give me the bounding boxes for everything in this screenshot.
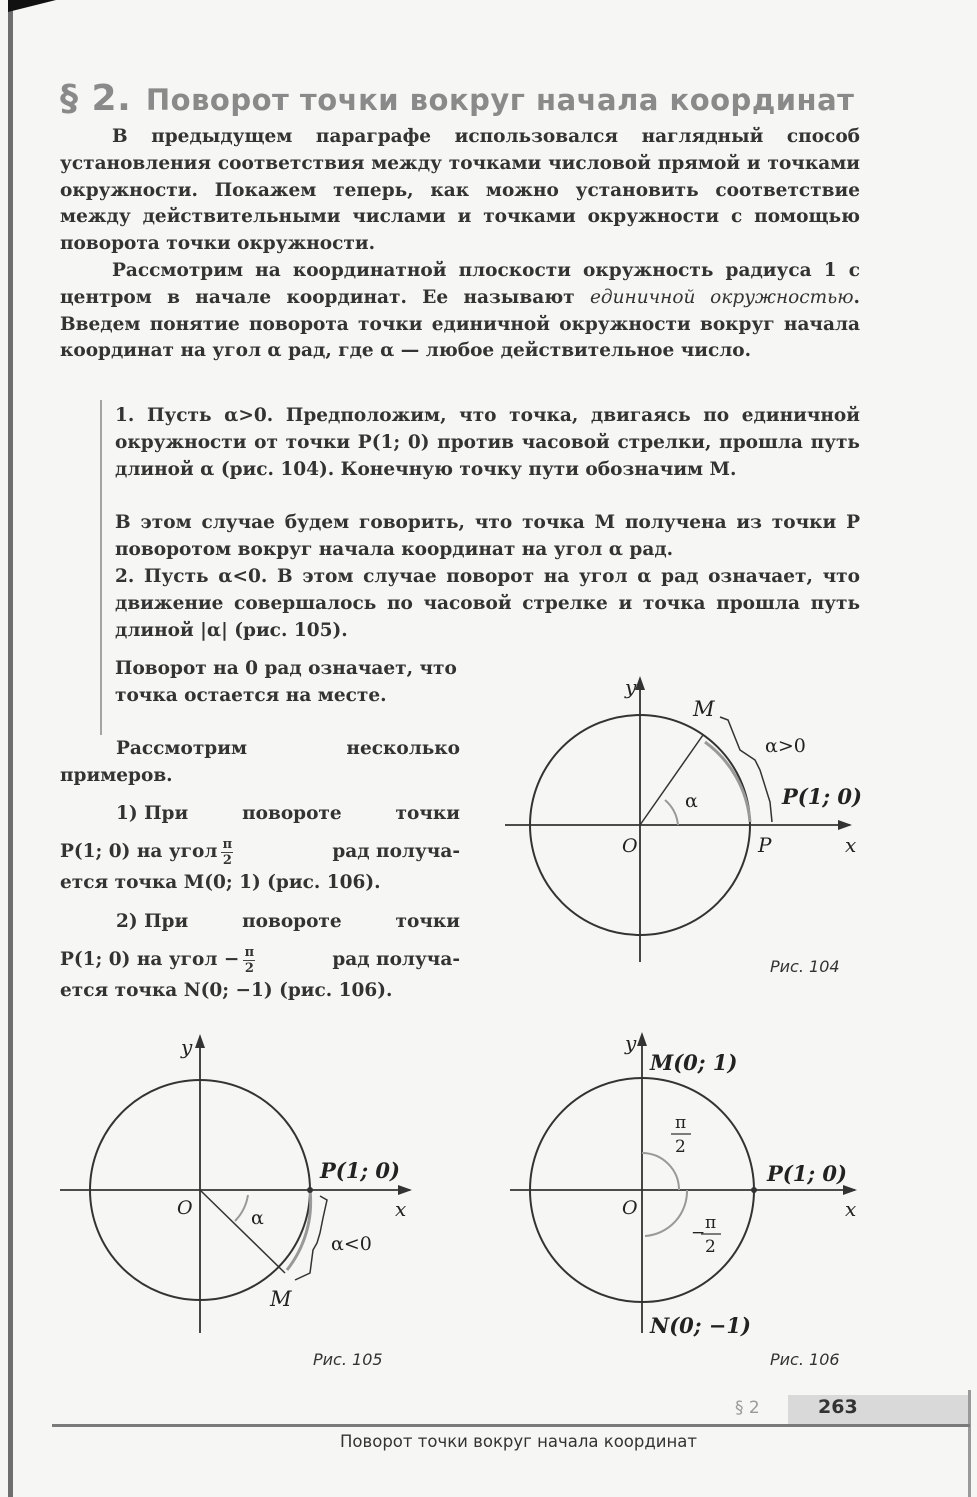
origin-label: O xyxy=(622,1197,638,1219)
angle-label: α xyxy=(685,790,698,812)
pos-angle-num: π xyxy=(675,1113,687,1133)
page-corner xyxy=(8,0,56,12)
x-axis-label: x xyxy=(395,1197,407,1221)
origin-label: O xyxy=(622,835,638,857)
figure-106-caption: Рис. 106 xyxy=(770,1350,840,1369)
term-unit-circle: единичной окружностью xyxy=(589,286,854,308)
page-number: 263 xyxy=(818,1396,858,1418)
definition-case-negative: 2. Пусть α<0. В этом случае поворот на угол α рад означает, что движение совершалось по часовой стрелке и точка прошла путь длиной |α| (рис. 105). xyxy=(115,566,860,641)
point-p-coords: P(1; 0) xyxy=(782,784,862,809)
page-edge-right xyxy=(968,1390,971,1497)
pos-angle-den: 2 xyxy=(675,1137,686,1157)
definition-case-positive: 1. Пусть α>0. Предположим, что точка, двигаясь по единичной окружности от точки P(1; 0) против часовой стрелки, прошла путь длиной α (рис. 104). Конечную точку пути обозначим M. xyxy=(115,405,860,480)
y-axis-label: y xyxy=(181,1035,193,1059)
section-title xyxy=(60,78,860,119)
neg-angle-den: 2 xyxy=(705,1237,716,1257)
figure-104 xyxy=(500,672,870,962)
point-m-label: M xyxy=(270,1287,292,1311)
section-title-text: Поворот точки вокруг начала координат xyxy=(145,83,855,117)
neg-angle-sign: − xyxy=(691,1223,706,1243)
examples-intro: Рассмотрим несколько примеров. xyxy=(60,738,460,786)
point-m-label: M(0; 1) xyxy=(650,1050,738,1075)
figure-106 xyxy=(495,1028,870,1338)
figure-104-caption: Рис. 104 xyxy=(770,957,840,976)
point-n-label: N(0; −1) xyxy=(650,1313,751,1338)
point-p-coords: P(1; 0) xyxy=(320,1158,400,1183)
neg-angle-num: π xyxy=(705,1213,717,1233)
angle-label: α xyxy=(251,1207,264,1229)
origin-label: O xyxy=(177,1197,193,1219)
x-axis-label: x xyxy=(845,833,857,857)
section-number: § 2. xyxy=(60,78,132,119)
page-edge xyxy=(8,0,13,1497)
page-number-box xyxy=(788,1395,968,1425)
arc-label: α>0 xyxy=(765,735,806,757)
paragraph-intro: В предыдущем параграфе использовался наглядный способ установления соответствия между точками числовой прямой и точками окружности. Покажем теперь, как можно установить соответствие между действительными числами и точками окружности с помощью поворота точки окружности. xyxy=(60,126,860,255)
point-p-coords: P(1; 0) xyxy=(767,1161,847,1186)
footer-section-ref: § 2 xyxy=(735,1398,760,1418)
point-m-label: M xyxy=(693,697,715,721)
arc-label: α<0 xyxy=(331,1233,372,1255)
paragraph-unit-circle: Рассмотрим на координатной плоскости окружность радиуса 1 с центром в начале координат. Ее называют единичной окружностью. Введем понятие поворота точки единичной окружности вокруг начала координат на угол α рад, где α — любое действительное число. xyxy=(60,260,860,362)
figure-105-caption: Рис. 105 xyxy=(313,1350,383,1369)
running-title: Поворот точки вокруг начала координат xyxy=(340,1432,698,1451)
figure-105 xyxy=(55,1028,425,1338)
fraction-minus-pi-over-2: $\frac{\pi}{2}$ xyxy=(244,944,255,976)
example-2: 2) При повороте точки P(1; 0) на угол − $\frac{\pi}{2}$ рад получа- ется точка N(0; −1) (рис. 106). xyxy=(60,911,460,1001)
y-axis-label: y xyxy=(625,1031,637,1055)
fraction-pi-over-2: $\frac{\pi}{2}$ xyxy=(222,836,233,868)
x-axis-label: x xyxy=(845,1197,857,1221)
example-1: 1) При повороте точки P(1; 0) на угол $\frac{\pi}{2}$ рад получа- ется точка M(0; 1) (рис. 106). xyxy=(60,803,460,893)
point-p-label: P xyxy=(758,833,772,857)
y-axis-label: y xyxy=(625,675,637,699)
definition-case-positive-conclusion: В этом случае будем говорить, что точка M получена из точки P поворотом вокруг начала координат на угол α рад. xyxy=(115,512,860,560)
footer-divider xyxy=(52,1424,970,1427)
zero-rotation-note: Поворот на 0 рад означает, что точка остается на месте. xyxy=(115,658,457,706)
